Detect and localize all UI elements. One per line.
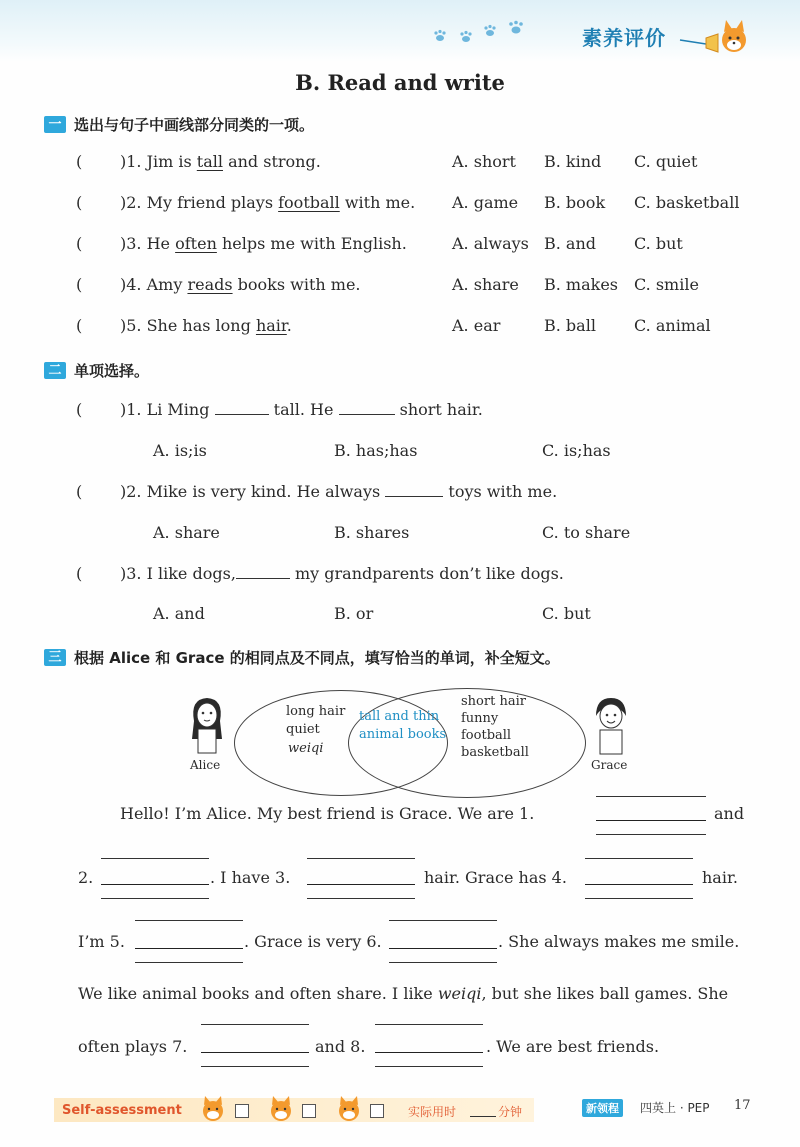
rating-checkbox[interactable] (302, 1104, 316, 1118)
option-a: A. and (153, 604, 205, 623)
venn-left-item: quiet (286, 722, 320, 737)
passage-text: and (714, 804, 745, 823)
fox-mascot-icon (676, 18, 756, 58)
option-c: C. animal (634, 316, 711, 335)
page-number: 17 (734, 1098, 751, 1113)
option-c: C. quiet (634, 152, 698, 171)
self-assessment-label: Self-assessment (62, 1103, 182, 1118)
underlined-word: football (278, 193, 340, 212)
blank[interactable] (385, 496, 443, 497)
question-text: )2. My friend plays football with me. (120, 193, 416, 212)
answer-paren[interactable]: ( (76, 193, 83, 212)
guide-line (585, 858, 693, 859)
passage-text: . Grace is very 6. (244, 932, 382, 951)
answer-paren[interactable]: ( (76, 152, 83, 171)
venn-right-item: football (461, 728, 512, 743)
option-a: A. always (452, 234, 529, 253)
alice-label: Alice (190, 758, 221, 772)
passage-text: . We are best friends. (486, 1037, 660, 1056)
venn-right-item: short hair (461, 694, 526, 709)
passage-text: and 8. (315, 1037, 366, 1056)
question-text: )1. Li Ming tall. He short hair. (120, 400, 483, 419)
answer-blank-2[interactable] (101, 884, 209, 885)
question-text: )1. Jim is tall and strong. (120, 152, 321, 171)
passage-text: I’m 5. (78, 932, 125, 951)
guide-line (596, 796, 706, 797)
paw-prints-icon (430, 18, 530, 48)
guide-line (307, 858, 415, 859)
rating-checkbox[interactable] (235, 1104, 249, 1118)
answer-paren[interactable]: ( (76, 564, 83, 583)
venn-right-item: funny (461, 711, 499, 726)
underlined-word: often (175, 234, 217, 253)
guide-line (596, 834, 706, 835)
option-a: A. share (153, 523, 220, 542)
guide-line (201, 1066, 309, 1067)
answer-blank-5[interactable] (135, 948, 243, 949)
answer-paren[interactable]: ( (76, 234, 83, 253)
option-c: C. but (542, 604, 591, 623)
fox-rating-icon (266, 1096, 296, 1122)
passage-line: We like animal books and often share. I like weiqi, but she likes ball games. She (78, 984, 729, 1003)
venn-shared-item: animal books (359, 727, 447, 742)
guide-line (101, 858, 209, 859)
part1-heading-text: 选出与句子中画线部分同类的一项。 (74, 116, 315, 134)
option-b: B. has;has (334, 441, 418, 460)
answer-blank-3[interactable] (307, 884, 415, 885)
option-a: A. game (452, 193, 519, 212)
part1-badge: 一 (44, 116, 66, 133)
part2-heading (44, 360, 149, 381)
weiqi-word: weiqi (437, 984, 482, 1003)
question-text: )4. Amy reads books with me. (120, 275, 361, 294)
grace-figure-icon (588, 694, 634, 758)
answer-paren[interactable]: ( (76, 400, 83, 419)
answer-paren[interactable]: ( (76, 316, 83, 335)
guide-line (307, 898, 415, 899)
option-b: B. ball (544, 316, 596, 335)
guide-line (389, 962, 497, 963)
option-b: B. book (544, 193, 606, 212)
section-title: B. Read and write (295, 70, 505, 95)
part2-heading-text: 单项选择。 (74, 362, 150, 380)
answer-paren[interactable]: ( (76, 482, 83, 501)
passage-text: . She always makes me smile. (498, 932, 740, 951)
answer-paren[interactable]: ( (76, 275, 83, 294)
option-b: B. makes (544, 275, 619, 294)
alice-figure-icon (184, 693, 230, 757)
answer-blank-1[interactable] (596, 820, 706, 821)
time-unit: 分钟 (498, 1105, 523, 1119)
option-c: C. but (634, 234, 683, 253)
rating-checkbox[interactable] (370, 1104, 384, 1118)
guide-line (389, 920, 497, 921)
part2-badge: 二 (44, 362, 66, 379)
option-c: C. is;has (542, 441, 611, 460)
passage-line: Hello! I’m Alice. My best friend is Grace. We are 1. (120, 804, 535, 823)
time-label: 实际用时 (408, 1105, 457, 1119)
answer-blank-6[interactable] (389, 948, 497, 949)
option-c: C. to share (542, 523, 631, 542)
option-b: B. kind (544, 152, 602, 171)
question-text: )3. He often helps me with English. (120, 234, 407, 253)
guide-line (585, 898, 693, 899)
part1-heading (44, 114, 314, 135)
guide-line (201, 1024, 309, 1025)
part3-heading (44, 647, 560, 668)
blank[interactable] (215, 414, 269, 415)
venn-left-item: long hair (286, 704, 346, 719)
underlined-word: tall (196, 152, 223, 171)
option-b: B. or (334, 604, 374, 623)
grade-label: 四英上 · PEP (640, 1101, 710, 1115)
option-c: C. smile (634, 275, 699, 294)
question-text: )2. Mike is very kind. He always toys with me. (120, 482, 558, 501)
guide-line (135, 962, 243, 963)
brand-title: 素养评价 (582, 26, 666, 50)
underlined-word: hair (255, 316, 287, 335)
blank[interactable] (236, 578, 290, 579)
guide-line (101, 898, 209, 899)
question-text: )5. She has long hair. (120, 316, 292, 335)
part3-heading-text: 根据 Alice 和 Grace 的相同点及不同点，填写恰当的单词，补全短文。 (74, 649, 560, 667)
venn-shared-item: tall and thin (359, 709, 440, 724)
passage-text: often plays 7. (78, 1037, 188, 1056)
guide-line (375, 1024, 483, 1025)
series-badge: 新领程 (582, 1099, 623, 1117)
option-a: A. is;is (153, 441, 207, 460)
passage-text: hair. Grace has 4. (424, 868, 567, 887)
option-b: B. and (544, 234, 597, 253)
blank[interactable] (339, 414, 395, 415)
grace-label: Grace (591, 758, 628, 772)
guide-line (135, 920, 243, 921)
option-c: C. basketball (634, 193, 740, 212)
passage-text: 2. (78, 868, 94, 887)
passage-text: hair. (702, 868, 738, 887)
option-a: A. short (452, 152, 516, 171)
answer-blank-8[interactable] (375, 1052, 483, 1053)
question-text: )3. I like dogs, my grandparents don’t like dogs. (120, 564, 564, 583)
passage-text: . I have 3. (210, 868, 291, 887)
answer-blank-7[interactable] (201, 1052, 309, 1053)
underlined-word: reads (187, 275, 233, 294)
venn-right-item: basketball (461, 745, 529, 760)
fox-rating-icon (334, 1096, 364, 1122)
venn-left-item: weiqi (288, 741, 324, 756)
part3-badge: 三 (44, 649, 66, 666)
guide-line (375, 1066, 483, 1067)
option-a: A. share (452, 275, 519, 294)
option-a: A. ear (452, 316, 501, 335)
answer-blank-4[interactable] (585, 884, 693, 885)
option-b: B. shares (334, 523, 410, 542)
fox-rating-icon (198, 1096, 228, 1122)
time-input[interactable] (470, 1116, 496, 1117)
